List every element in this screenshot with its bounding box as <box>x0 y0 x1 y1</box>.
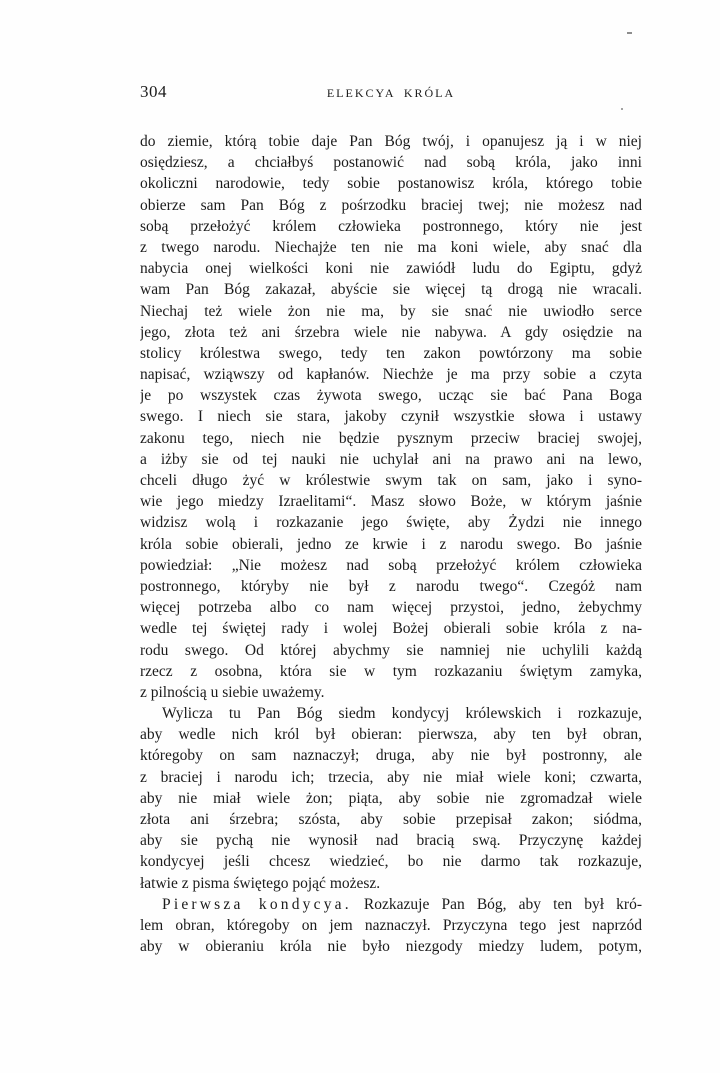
text-line: widzisz wolą i rozkazanie jego święte, aby Żydzi nie innego <box>140 514 642 532</box>
text-line: wedle tej świętej rady i wolej Bożej obierali sobie króla z na- <box>140 620 642 638</box>
text-line: kondycyej jeśli chcesz wiedzieć, bo nie darmo tak rozkazuje, <box>140 853 642 871</box>
paragraph-lead: Pierwsza kondycya. <box>162 895 352 913</box>
text-line: obierze sam Pan Bóg z pośrzodku braciej twej; nie możesz nad <box>140 196 642 214</box>
text-line: łatwie z pisma świętego pojąć możesz. <box>140 874 381 892</box>
page-header <box>140 82 642 102</box>
text-line: swego. I niech sie stara, jakoby czynił wszystkie słowa i ustawy <box>140 408 642 426</box>
text-line: napisać, wziąwszy od kapłanów. Niechże je ma przy sobie a czyta <box>140 366 642 384</box>
text-line: z twego narodu. Niechajże ten nie ma koni wiele, aby snać dla <box>140 238 642 256</box>
text-line: Wylicza tu Pan Bóg siedm kondycyj królewskich i rozkazuje, <box>162 705 642 723</box>
scan-artifact-speck <box>621 108 623 110</box>
text-line: sobą przełożyć królem człowieka postronnego, który nie jest <box>140 217 642 235</box>
page-number: 304 <box>140 82 167 101</box>
text-line: złota ani śrzebra; szósta, aby sobie przepisał zakon; siódma, <box>140 811 642 828</box>
scan-artifact-dash <box>627 32 632 34</box>
text-line: rzecz z osobna, która sie w tym rozkazaniu świętym zamyka, <box>140 662 642 680</box>
text-line: okoliczni narodowie, tedy sobie postanowisz króla, którego tobie <box>140 175 642 193</box>
text-line: rodu swego. Od której abychmy sie namniej nie uchylili każdą <box>140 641 642 659</box>
text-line: lem obran, któregoby on jem naznaczył. Przyczyna tego jest naprzód <box>140 916 642 934</box>
text-line: któregoby on sam naznaczył; druga, aby nie był postronny, ale <box>140 747 642 765</box>
running-title: ELEKCYA KRÓLA <box>326 86 456 100</box>
text-line: jego, złota też ani śrzebra wiele nie nabywa. A gdy osiędzie na <box>140 323 642 341</box>
text-line: chceli długo żyć w królestwie swym tak on sam, jako i syno- <box>140 472 642 489</box>
paragraph-3 <box>140 894 642 958</box>
text-line: nabycia onej wielkości koni nie zawiódł ludu do Egiptu, gdyż <box>140 260 642 278</box>
text-line: zakonu tego, niech nie będzie pysznym przeciw braciej swojej, <box>140 429 642 447</box>
text-line: osiędziesz, a chciałbyś postanowić nad sobą króla, jako inni <box>140 154 642 172</box>
body-text <box>140 131 642 957</box>
text-line: powiedział: „Nie możesz nad sobą przełożyć królem człowieka <box>140 556 642 574</box>
text-line: z pilnością u siebie uważemy. <box>140 683 325 701</box>
text-line: je po wszystek czas żywota swego, ucząc sie bać Pana Boga <box>140 387 642 405</box>
text-line: stolicy królestwa swego, tedy ten zakon powtórzony ma sobie <box>140 344 642 362</box>
paragraph-3-continued <box>140 915 642 957</box>
text-line: aby wedle nich król był obieran: pierwsza, aby ten był obran, <box>140 726 642 744</box>
text-line: aby nie miał wiele żon; piąta, aby sobie nie zgromadzał wiele <box>140 789 642 807</box>
text-line: króla sobie obierali, jedno ze krwie i z narodu swego. Bo jaśnie <box>140 535 642 553</box>
text-line: wie jego miedzy Izraelitami“. Masz słowo Boże, w którym jaśnie <box>140 493 642 511</box>
text-line <box>140 894 642 915</box>
text-line: z braciej i narodu ich; trzecia, aby nie miał wiele koni; czwarta, <box>140 768 642 786</box>
text-line: do ziemie, którą tobie daje Pan Bóg twój, i opanujesz ją i w niej <box>140 133 642 150</box>
text-line: aby sie pychą nie wynosił nad bracią swą. Przyczynę każdej <box>140 832 642 850</box>
text-line: postronnego, któryby nie był z narodu twego“. Czegóż nam <box>140 577 642 595</box>
text-line: aby w obieraniu króla nie było niezgody miedzy ludem, potym, <box>140 938 642 956</box>
text-line: wam Pan Bóg zakazał, abyście sie więcej tą drogą nie wracali. <box>140 281 642 299</box>
paragraph-lead-rest: Rozkazuje Pan Bóg, aby ten był kró- <box>351 895 642 913</box>
text-line: a iżby sie od tej nauki nie uchylał ani na prawo ani na lewo, <box>140 450 642 468</box>
text-line: więcej potrzeba albo co nam więcej przystoi, jedno, żebychmy <box>140 599 642 617</box>
paragraph-1 <box>140 131 642 703</box>
paragraph-2 <box>140 703 642 894</box>
text-line: Niechaj też wiele żon nie ma, by sie snać nie uwiodło serce <box>140 302 642 320</box>
